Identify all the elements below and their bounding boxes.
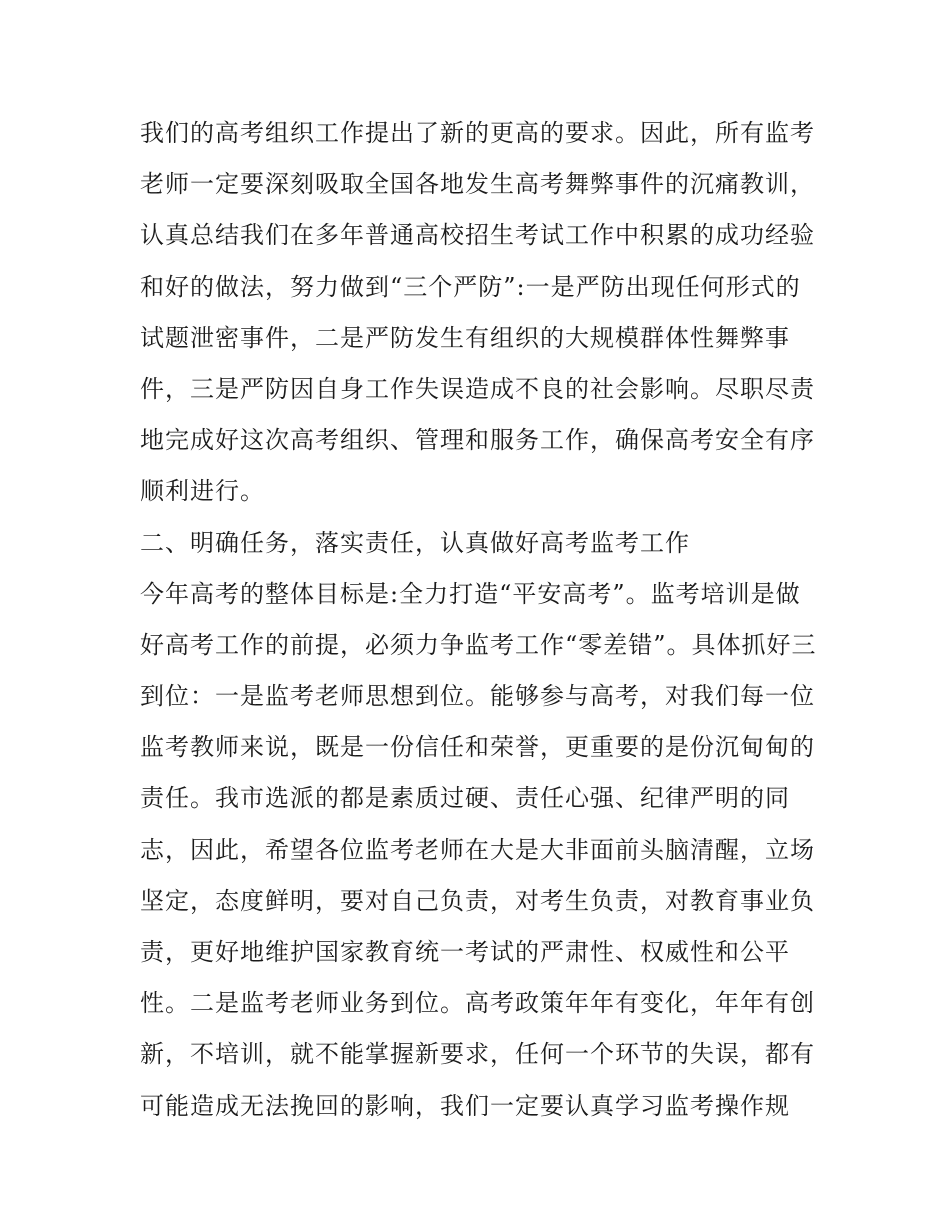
section-heading: 二、明确任务，落实责任，认真做好高考监考工作 bbox=[140, 528, 690, 557]
text-line: 好高考工作的前提，必须力争监考工作“零差错”。具体抓好三 bbox=[140, 630, 817, 659]
text-line: 今年高考的整体目标是:全力打造“平安高考”。监考培训是做 bbox=[140, 579, 801, 608]
text-line: 和好的做法，努力做到“三个严防”:一是严防出现任何形式的 bbox=[140, 272, 801, 301]
text-line: 到位：一是监考老师思想到位。能够参与高考，对我们每一位 bbox=[140, 682, 815, 711]
text-line: 地完成好这次高考组织、管理和服务工作，确保高考安全有序 bbox=[140, 426, 815, 455]
body-text bbox=[140, 108, 820, 1132]
text-line: 顺利进行。 bbox=[140, 477, 265, 506]
text-line: 试题泄密事件，二是严防发生有组织的大规模群体性舞弊事 bbox=[140, 323, 790, 352]
text-line: 可能造成无法挽回的影响，我们一定要认真学习监考操作规 bbox=[140, 1091, 790, 1120]
text-line: 件，三是严防因自身工作失误造成不良的社会影响。尽职尽责 bbox=[140, 374, 815, 403]
text-line: 责，更好地维护国家教育统一考试的严肃性、权威性和公平 bbox=[140, 938, 790, 966]
text-line: 志，因此，希望各位监考老师在大是大非面前头脑清醒，立场 bbox=[140, 835, 815, 864]
text-line: 监考教师来说，既是一份信任和荣誉，更重要的是份沉甸甸的 bbox=[140, 733, 815, 762]
text-line: 认真总结我们在多年普通高校招生考试工作中积累的成功经验 bbox=[140, 221, 815, 250]
text-line: 新，不培训，就不能掌握新要求，任何一个环节的失误，都有 bbox=[140, 1040, 815, 1069]
text-line: 责任。我市选派的都是素质过硬、责任心强、纪律严明的同 bbox=[140, 784, 790, 813]
text-line: 我们的高考组织工作提出了新的更高的要求。因此，所有监考 bbox=[140, 119, 815, 147]
text-line: 坚定，态度鲜明，要对自己负责，对考生负责，对教育事业负 bbox=[140, 886, 815, 915]
text-line: 性。二是监考老师业务到位。高考政策年年有变化，年年有创 bbox=[140, 989, 815, 1018]
text-line: 老师一定要深刻吸取全国各地发生高考舞弊事件的沉痛教训， bbox=[140, 170, 815, 199]
